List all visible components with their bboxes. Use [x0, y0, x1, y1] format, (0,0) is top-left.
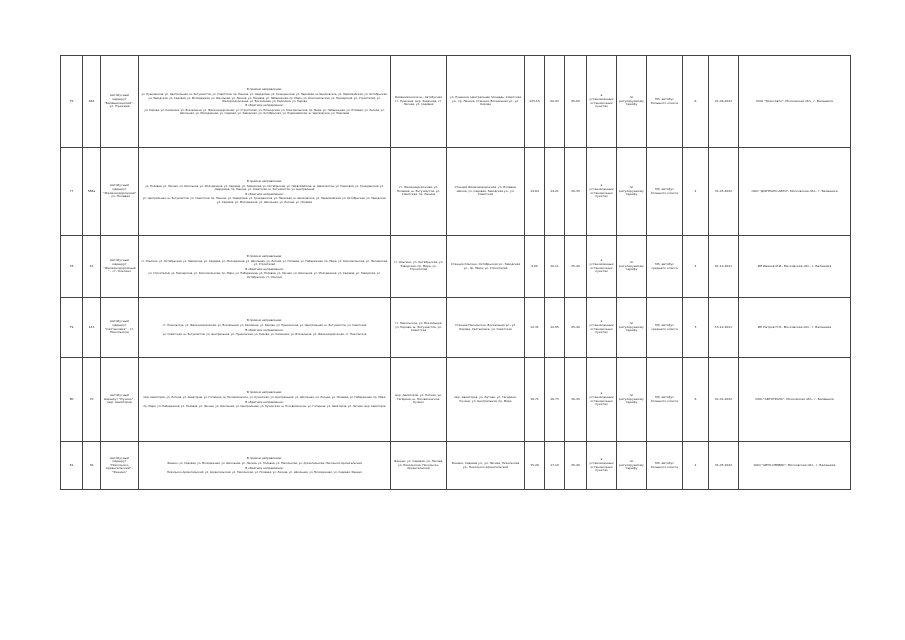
vehicle-class: М3, автобус большого класса [647, 358, 683, 442]
start-date: 01.01.2022 [709, 358, 739, 442]
boarding-order: в установленных остановочных пунктах [587, 442, 617, 490]
tariff-type: по регулируемому тарифу [617, 358, 647, 442]
tariff-type: по регулируемому тарифу [617, 56, 647, 148]
route-number: 76 [61, 56, 83, 148]
backward-path: ул. Кирова, ул. Калинина, ул. Вокзальная, ул. Железнодорожная, ул. Строителей, ул. Пионерская, ул. Комсомольская, пр. Мира, ул. Набережная, ул. Полевая, ул. Лесная, ул. Школьная, ул. Молодежная, ул. Садовая, ул. Заводская, ул. Октябрьская, ул. Первомайская, ш. Щелковское, ул. Парковая [144, 108, 385, 116]
backward-path: Никольско-Архангельский, ул. Архангельская, ул. Никольская, ул. Полевая, ул. Лесная, ул. Школьная, ул. Молодежная, ул. Садовая, Фенино [167, 471, 362, 475]
backward-heading: В обратном направлении: [245, 465, 284, 470]
carrier: ИП Петров П.П., Московская обл., г. Балашиха [739, 298, 851, 358]
length-backward: 10,11 [545, 236, 565, 298]
table-row [61, 298, 851, 358]
registration-number: 588а [83, 148, 101, 236]
route-number: 80 [61, 358, 83, 442]
travel-time: 30-45 [565, 358, 587, 442]
registration-number: 39 [83, 442, 101, 490]
forward-path: ст. Ольгино, ул. Октябрьская, ул. Заводская, ул. Садовая, ул. Молодежная, ул. Школьная, ул. Лесная, ул. Полевая, ул. Набережная, пр. Мира, ул. Комсомольская, ул. Пионерская, ул. Строителей [141, 259, 388, 267]
route-stops: Станция Ольгино, Октябрьская ул., Заводская ул., пр. Мира, ул. Строителей [447, 236, 525, 298]
routes-table [60, 55, 851, 490]
route-streets: Балашихинское ш., Автобусная ст. Пушкина, мкр. Заречная, ст. Лесная, ул. Садовая [391, 56, 447, 148]
route-stops: Станция Железнодорожная, ул. Полевая, Школа, ул. Садовая, Заводская ул., ул. Советская [447, 148, 525, 236]
backward-path: ул. Строителей, ул. Пионерская, ул. Комсомольская, пр. Мира, ул. Набережная, ул. Полевая, ул. Лесная, ул. Школьная, ул. Молодежная, ул. Садовая, ул. Заводская, ул. Октябрьская, ст. Ольгино [148, 272, 381, 279]
route-path [139, 358, 391, 442]
backward-path: ул. Центральная, ш. Энтузиастов, ул. Советская, пр. Ленина, ул. Свердлова, ул. Гражданская, ул. Парковая, ш. Щелковское, ул. Первомайская, ул. Октябрьская, ул. Заводская, ул. Садовая, ул. Молодежная, ул. Школьная, ул. Лесная, ул. Полевая [142, 197, 387, 204]
route-path [139, 148, 391, 236]
vehicle-class: М3, автобус среднего класса [647, 236, 683, 298]
forward-path: Фенино, ул. Садовая, ул. Молодежная, ул. Школьная, ул. Лесная, ул. Полевая, ул. Никольская, ул. Архангельская, Никольско-Архангельский [167, 462, 362, 466]
forward-heading: В прямом направлении: [246, 254, 283, 259]
carrier: ИП Иванов И.И., Московская обл., г. Балашиха [739, 236, 851, 298]
route-streets: мкр. Авиаторов, ул. Летная, ул. Гагарина, ш. Носовихинское, Кучино [391, 358, 447, 442]
boarding-order: в установленных остановочных пунктах [587, 358, 617, 442]
forward-heading: В прямом направлении: [246, 390, 283, 395]
length-forward: 16,71 [525, 358, 545, 442]
start-date: 15.12.2021 [709, 298, 739, 358]
route-stops: Станция Никольское, Вокзальная ул., ул. Кирова, Салтыковка, ул. Советская [447, 298, 525, 358]
route-number: 77 [61, 148, 83, 236]
length-forward: 12,31 [525, 298, 545, 358]
route-number: 79 [61, 298, 83, 358]
route-name: Автобусный маршрут "Железнодорожная" - ул. Полевая [101, 148, 139, 236]
route-streets: ст. Ольгино, ул. Октябрьская, ул. Заводская, пр. Мира, ул. Строителей [391, 236, 447, 298]
registration-number: 482 [83, 56, 101, 148]
table-row [61, 148, 851, 236]
registration-number: 143 [83, 298, 101, 358]
vehicle-count: 4 [683, 236, 709, 298]
vehicle-count: 2 [683, 442, 709, 490]
vehicle-class: М3, автобус среднего класса [647, 298, 683, 358]
route-number: 78 [61, 236, 83, 298]
length-forward: 15,29 [525, 442, 545, 490]
travel-time: 25-40 [565, 298, 587, 358]
table-row [61, 236, 851, 298]
tariff-type: по регулируемому тарифу [617, 236, 647, 298]
tariff-type: по регулируемому тарифу [617, 442, 647, 490]
route-name: Автобусный маршрут "Железнодорожный" - ст. Ольгино [101, 236, 139, 298]
boarding-order: в установленных остановочных пунктах [587, 298, 617, 358]
forward-heading: В прямом направлении: [246, 87, 283, 92]
route-name: Автобусный маршрут "Балашихинский" - ул. Пушкина [101, 56, 139, 148]
forward-path: ст. Никольское, ул. Железнодорожная, ул. Вокзальная, ул. Калинина, ул. Кирова, ул. Пушкинская, ул. Центральная, ш. Энтузиастов, ул. Советская [162, 324, 367, 328]
backward-heading: В обратном направлении: [245, 266, 284, 271]
travel-time: 45-60 [565, 56, 587, 148]
registration-number: 70 [83, 358, 101, 442]
start-date: 31.05.2022 [709, 148, 739, 236]
vehicle-count: 2 [683, 148, 709, 236]
routes-table-body [61, 56, 851, 490]
route-name: Автобусный маршрут "Салтыковка" - ст. Никольское [101, 298, 139, 358]
forward-heading: В прямом направлении: [246, 318, 283, 323]
tariff-type: по регулируемому тарифу [617, 298, 647, 358]
start-date: 01.12.2021 [709, 236, 739, 298]
route-name: Автобусный маршрут "Никольско-Архангельский" - "Фенино" [101, 442, 139, 490]
travel-time: 25-40 [565, 236, 587, 298]
registration-number: 41 [83, 236, 101, 298]
route-path [139, 442, 391, 490]
route-number: 81 [61, 442, 83, 490]
backward-heading: В обратном направлении: [245, 191, 284, 196]
route-streets: Фенино, ул. Садовая, ул. Лесная, ул. Никольская, Никольско-Архангельский [391, 442, 447, 490]
vehicle-class: М3, автобус большого класса [647, 56, 683, 148]
table-row [61, 442, 851, 490]
backward-path: ул. Советская, ш. Энтузиастов, ул. Центральная, ул. Пушкинская, ул. Кирова, ул. Калинина, ул. Вокзальная, ул. Железнодорожная, ст. Никольское [162, 333, 367, 337]
vehicle-count: 6 [683, 358, 709, 442]
route-path [139, 298, 391, 358]
length-forward: 14,64 [525, 148, 545, 236]
boarding-order: в установленных остановочных пунктах [587, 56, 617, 148]
carrier: ООО "ТрансАвто", Московская обл., г. Балашиха [739, 56, 851, 148]
carrier: ООО "ДОРТРАНС-АВТО", Московская обл., г. Балашиха [739, 148, 851, 236]
forward-heading: В прямом направлении: [246, 456, 283, 461]
length-forward: 125,15 [525, 56, 545, 148]
length-backward: 50,93 [545, 56, 565, 148]
length-backward: 12,05 [545, 298, 565, 358]
travel-time: 25-40 [565, 442, 587, 490]
table-row [61, 56, 851, 148]
vehicle-count: 3 [683, 298, 709, 358]
vehicle-count: 6 [683, 56, 709, 148]
route-stops: Фенино, Садовая ул., ул. Лесная, Никольская ул., Никольско-Архангельский [447, 442, 525, 490]
table-row [61, 358, 851, 442]
backward-heading: В обратном направлении: [245, 399, 284, 404]
travel-time: 20-35 [565, 148, 587, 236]
registry-page [60, 55, 850, 490]
forward-path: мкр. Авиаторов, ул. Летная, ул. Авиаторов, ул. Гагарина, ш. Носовихинское, ул. Кучинская, ул. Центральная, ул. Школьная, ул. Лесная, ул. Полевая, ул. Набережная, пр. Мира [143, 396, 386, 400]
forward-path: ул. Пушкинская, ул. Центральная, ш. Энтузиастов, ул. Советская, пр. Ленина, ул. Свердлова, ул. Гражданская, ул. Парковая, ш. Щелковское, ул. Первомайская, ул. Октябрьская, ул. Заводская, ул. Садовая, ул. Молодежная, ул. Школьная, ул. Лесная, ул. Полевая, ул. Набережная, пр. Мира, ул. Комсомольская, ул. Пионерская, ул. Строителей, ул. Железнодорожная, ул. Вокзальная, ул. Калинина, ул. Кирова [141, 93, 388, 103]
forward-path: ул. Полевая, ул. Лесная, ул. Школьная, ул. Молодежная, ул. Садовая, ул. Заводская, ул. Октябрьская, ул. Первомайская, ш. Щелковское, ул. Парковая, ул. Гражданская, ул. Свердлова, пр. Ленина, ул. Советская, ш. Энтузиастов, ул. Центральная [145, 184, 384, 192]
route-streets: ст. Железнодорожная, ул. Полевая, ш. Энтузиастов, ул. Советская, пр. Ленина [391, 148, 447, 236]
length-backward: 17,19 [545, 442, 565, 490]
vehicle-class: М3, автобус большого класса [647, 148, 683, 236]
forward-heading: В прямом направлении: [246, 179, 283, 184]
route-path [139, 56, 391, 148]
length-backward: 14,21 [545, 148, 565, 236]
length-backward: 16,73 [545, 358, 565, 442]
route-path [139, 236, 391, 298]
backward-heading: В обратном направлении: [245, 103, 284, 108]
route-stops: ул. Пушкина, Центральная площадь, Советская ул., пр. Ленина, Станция, Вокзальная ул., ул. Кирова [447, 56, 525, 148]
boarding-order: в установленных остановочных пунктах [587, 236, 617, 298]
vehicle-class: М3, автобус большого класса [647, 442, 683, 490]
backward-path: пр. Мира, ул. Набережная, ул. Полевая, ул. Лесная, ул. Школьная, ул. Центральная, ул. Кучинская, ш. Носовихинское, ул. Гагарина, ул. Авиаторов, ул. Летная, мкр. Авиаторов [143, 405, 386, 409]
start-date: 31.05.2022 [709, 442, 739, 490]
carrier: ООО "АВТОТРАНС", Московская обл., г. Балашиха [739, 358, 851, 442]
tariff-type: по регулируемому тарифу [617, 148, 647, 236]
start-date: 21.06.2022 [709, 56, 739, 148]
route-stops: мкр. Авиаторов, ул. Летная, ул. Гагарина, Кучино, ул. Центральная, пр. Мира [447, 358, 525, 442]
route-streets: ст. Никольское, ул. Вокзальная, ул. Кирова, ш. Энтузиастов, ул. Советская [391, 298, 447, 358]
length-forward: 9,00 [525, 236, 545, 298]
backward-heading: В обратном направлении: [245, 327, 284, 332]
boarding-order: в установленных остановочных пунктах [587, 148, 617, 236]
route-name: Автобусный маршрут "Кучино" - мкр. Авиаторов [101, 358, 139, 442]
carrier: ООО "АВТО-СЕРВИС", Московская обл., г. Балашиха [739, 442, 851, 490]
